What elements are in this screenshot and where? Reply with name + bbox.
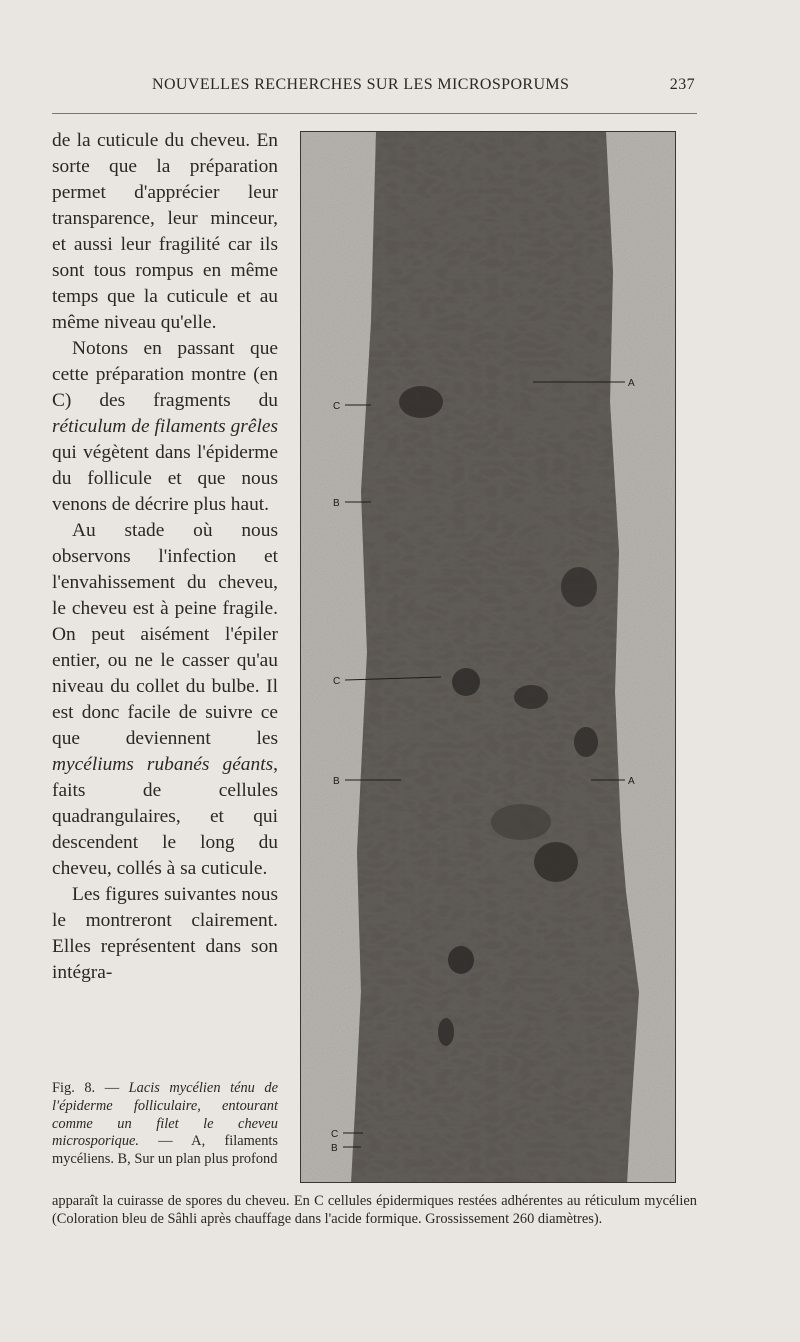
page-number: 237	[669, 76, 695, 93]
paragraph-2: Notons en passant que cette préparation montre (en C) des fragments du réticulum de filaments grêles qui végètent dans l'épiderme du follicule et que nous venons de décrire plus haut.	[52, 338, 278, 515]
label-a-top: A	[628, 378, 635, 389]
micrograph-figure	[300, 131, 676, 1183]
figure-caption	[52, 1080, 278, 1169]
running-title: NOUVELLES RECHERCHES SUR LES MICROSPORUMS	[152, 76, 570, 93]
hair-micrograph	[301, 132, 676, 1183]
label-c-2: C	[333, 676, 341, 687]
paragraph-4: Les figures suivantes nous le montreront clairement. Elles représentent dans son intégra-	[52, 884, 278, 983]
label-b-3: B	[331, 1143, 338, 1154]
caption-italic: Lacis mycélien ténu de l'épiderme folliculaire, entourant comme un filet le cheveu microsporique.	[52, 1080, 278, 1150]
label-b-1: B	[333, 498, 340, 509]
label-a-2: A	[628, 776, 635, 787]
caption-lead: Fig. 8. —	[52, 1080, 129, 1096]
figure-caption-continuation: apparaît la cuirasse de spores du cheveu. En C cellules épidermiques restées adhérentes au réticulum mycélien (Coloration bleu de Sâhli après chauffage dans l'acide formique. Grossissement 260 diamètres).	[52, 1193, 697, 1227]
paragraph-1: de la cuticule du cheveu. En sorte que la préparation permet d'apprécier leur transparence, leur minceur, et aussi leur fragilité car ils sont tous rompus en même temps que la cuticule et au même niveau qu'elle.	[52, 130, 278, 333]
paragraph-3: Au stade où nous observons l'infection et l'envahissement du cheveu, le cheveu est à peine fragile. On peut aisément l'épiler entier, ou ne le casser qu'au niveau du collet du bulbe. Il est donc facile de suivre ce que deviennent les mycéliums rubanés géants, faits de cellules quadrangulaires, et qui descendent le long du cheveu, collés à sa cuticule.	[52, 520, 278, 879]
body-text	[52, 128, 278, 986]
running-header	[52, 72, 697, 102]
label-c-3: C	[331, 1129, 339, 1140]
header-rule	[52, 113, 697, 114]
label-c-1: C	[333, 401, 341, 412]
caption-rest: — A, filaments mycéliens. B, Sur un plan plus profond	[52, 1133, 278, 1168]
label-b-2: B	[333, 776, 340, 787]
